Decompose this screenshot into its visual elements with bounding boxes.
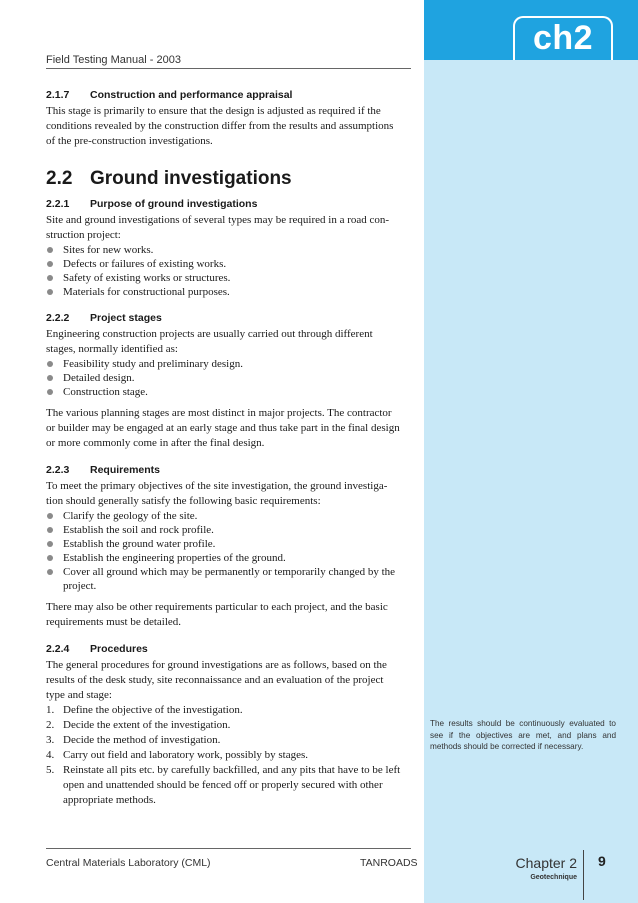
paragraph-line: or more commonly come in after the final design. xyxy=(46,437,265,449)
heading-2-1-7 xyxy=(46,88,410,102)
section-title: Purpose of ground investigations xyxy=(90,198,258,210)
list-item: Cover all ground which may be permanently or temporarily changed by the project. xyxy=(46,565,410,593)
list-item: Feasibility study and preliminary design. xyxy=(46,357,410,371)
paragraph-line: stages, normally identified as: xyxy=(46,343,178,355)
paragraph-line: or builder may be engaged at an early stage and thus take part in the final design xyxy=(46,422,400,434)
paragraph-line: Engineering construction projects are usually carried out through different xyxy=(46,328,373,340)
paragraph-line: type and stage: xyxy=(46,689,112,701)
list-item: 5. Reinstate all pits etc. by carefully backfilled, and any pits that have to be left open and unattended should be fenced off or properly secured with other appropriate methods. xyxy=(46,764,401,806)
margin-sidebar xyxy=(424,0,638,903)
list-item: 3. Decide the method of investigation. xyxy=(46,734,221,746)
bullet-icon xyxy=(47,375,53,381)
paragraph xyxy=(46,406,410,451)
paragraph-line: There may also be other requirements particular to each project, and the basic xyxy=(46,601,388,613)
paragraph xyxy=(46,658,410,703)
main-content xyxy=(46,88,410,808)
heading-2-2-1 xyxy=(46,197,410,211)
paragraph-line: requirements must be detailed. xyxy=(46,616,182,628)
section-number: 2.1.7 xyxy=(46,89,70,101)
chapter-tab: ch2 xyxy=(513,16,613,60)
paragraph-line: conditions revealed by the construction differ from the results and assumptions xyxy=(46,120,394,132)
bullet-icon xyxy=(47,261,53,267)
bullet-icon xyxy=(47,513,53,519)
paragraph-line: Site and ground investigations of several types may be required in a road con- xyxy=(46,214,390,226)
section-number: 2.2.4 xyxy=(46,643,70,655)
heading-2-2-2 xyxy=(46,311,410,325)
paragraph-line: To meet the primary objectives of the site investigation, the ground investiga- xyxy=(46,480,388,492)
bullet-icon xyxy=(47,247,53,253)
paragraph xyxy=(46,104,410,149)
list-item: Materials for constructional purposes. xyxy=(46,285,410,299)
paragraph-line: results of the desk study, site reconnaissance and an evaluation of the project xyxy=(46,674,384,686)
bullet-icon xyxy=(47,361,53,367)
list-item: Safety of existing works or structures. xyxy=(46,271,410,285)
chapter-box xyxy=(508,850,584,900)
page-number: 9 xyxy=(598,853,606,869)
section-number: 2.2.3 xyxy=(46,464,70,476)
footer-agency: TANROADS xyxy=(360,857,418,869)
bullet-icon xyxy=(47,555,53,561)
paragraph-line: The general procedures for ground investigations are as follows, based on the xyxy=(46,659,387,671)
running-head: Field Testing Manual - 2003 xyxy=(46,54,181,66)
heading-2-2-3 xyxy=(46,463,410,477)
paragraph xyxy=(46,327,410,357)
bullet-icon xyxy=(47,569,53,575)
list-item: 1. Define the objective of the investigation. xyxy=(46,704,243,716)
chapter-label: Chapter 2 xyxy=(515,855,577,871)
bullet-list xyxy=(46,243,410,299)
list-item: 2. Decide the extent of the investigation. xyxy=(46,719,231,731)
bullet-list xyxy=(46,509,410,593)
header-rule xyxy=(46,68,411,69)
section-title: Project stages xyxy=(90,312,162,324)
paragraph-line: struction project: xyxy=(46,229,121,241)
section-number: 2.2.1 xyxy=(46,198,70,210)
footer-rule xyxy=(46,848,411,849)
numbered-list xyxy=(46,703,410,808)
side-note: The results should be continuously evaluated to see if the objectives are met, and plans and methods should be corrected if necessary. xyxy=(430,719,616,751)
section-title: Procedures xyxy=(90,643,148,655)
section-title: Requirements xyxy=(90,464,161,476)
section-title: Ground investigations xyxy=(90,168,292,189)
list-item: Construction stage. xyxy=(46,385,410,399)
list-item: Establish the engineering properties of the ground. xyxy=(46,551,410,565)
footer-organization: Central Materials Laboratory (CML) xyxy=(46,857,211,869)
list-item: Sites for new works. xyxy=(46,243,410,257)
section-title: Construction and performance appraisal xyxy=(90,89,293,101)
heading-2-2 xyxy=(46,167,410,191)
section-number: 2.2 xyxy=(46,168,73,189)
bullet-icon xyxy=(47,289,53,295)
list-item: 4. Carry out field and laboratory work, possibly by stages. xyxy=(46,749,309,761)
chapter-subtitle: Geotechnique xyxy=(530,874,577,881)
paragraph-line: The various planning stages are most distinct in major projects. The contractor xyxy=(46,407,392,419)
bullet-icon xyxy=(47,275,53,281)
list-item: Establish the ground water profile. xyxy=(46,537,410,551)
paragraph-line: tion should generally satisfy the following basic requirements: xyxy=(46,495,321,507)
bullet-list xyxy=(46,357,410,399)
paragraph-line: This stage is primarily to ensure that the design is adjusted as required if the xyxy=(46,105,381,117)
bullet-icon xyxy=(47,527,53,533)
paragraph-line: of the pre-construction investigations. xyxy=(46,135,213,147)
list-item: Establish the soil and rock profile. xyxy=(46,523,410,537)
paragraph xyxy=(46,600,410,630)
list-item: Defects or failures of existing works. xyxy=(46,257,410,271)
bullet-icon xyxy=(47,541,53,547)
bullet-icon xyxy=(47,389,53,395)
section-number: 2.2.2 xyxy=(46,312,70,324)
paragraph xyxy=(46,479,410,509)
heading-2-2-4 xyxy=(46,642,410,656)
list-item: Clarify the geology of the site. xyxy=(46,509,410,523)
list-item: Detailed design. xyxy=(46,371,410,385)
paragraph xyxy=(46,213,410,243)
